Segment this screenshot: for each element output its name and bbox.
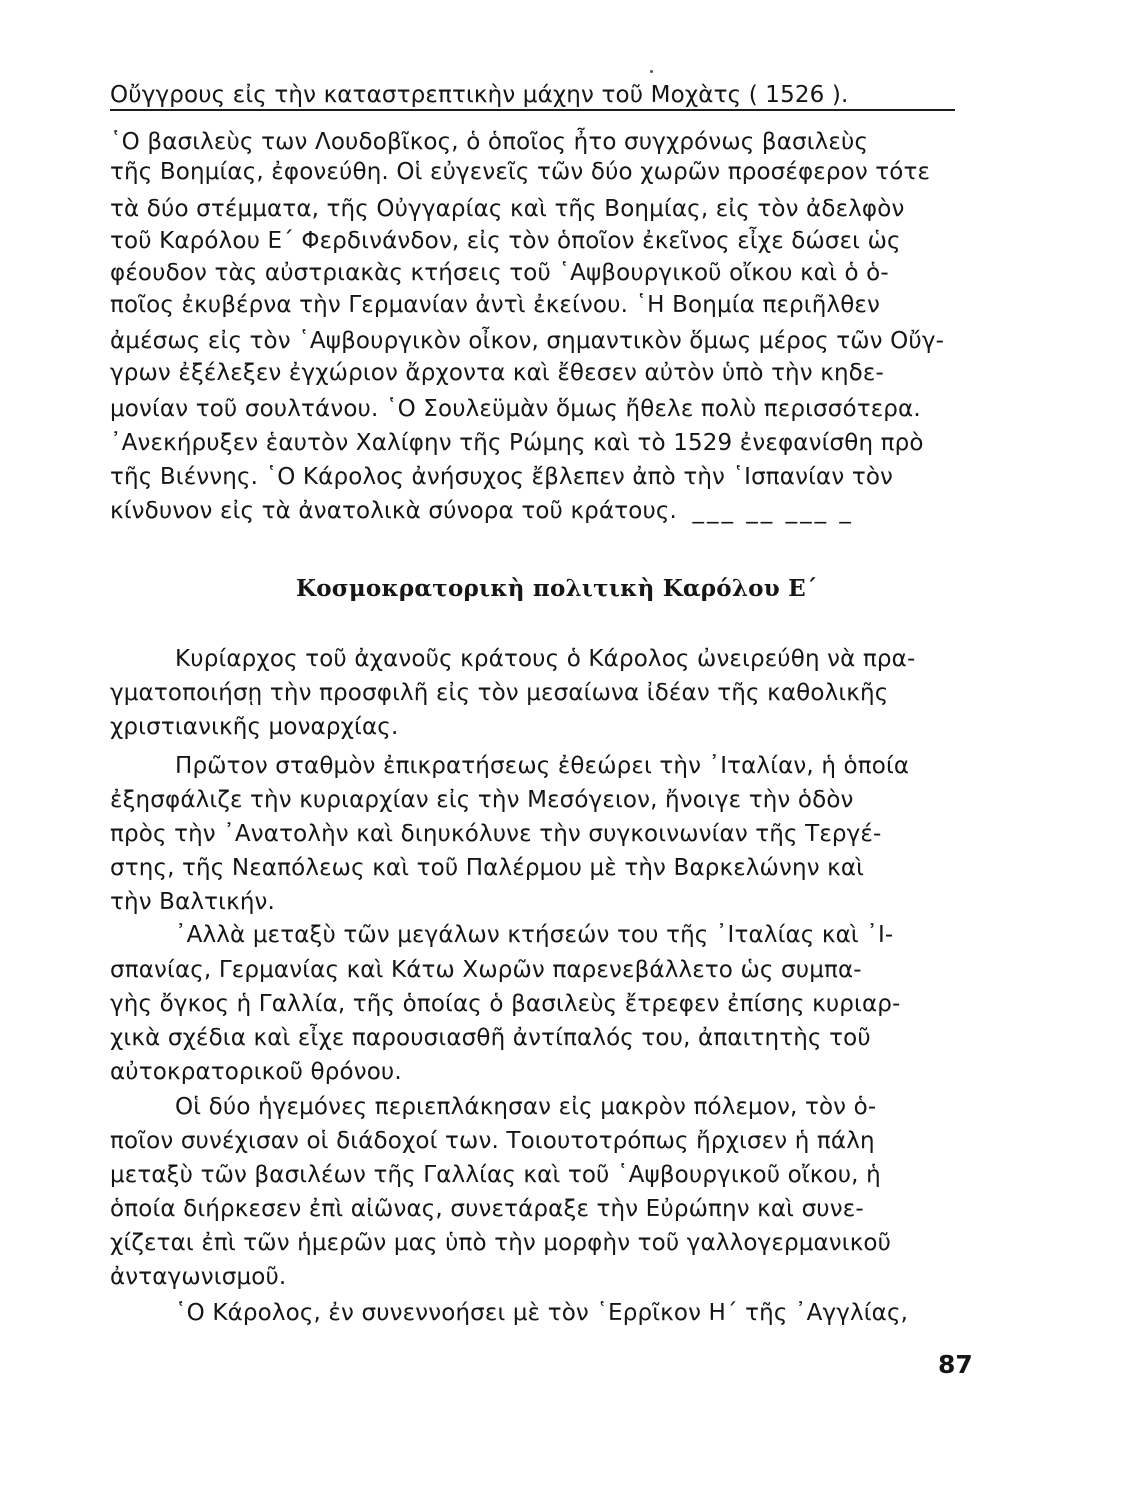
text-line: ἀνταγωνισμοῦ. (110, 1264, 287, 1290)
text-line: τῆς Βιέννης. ῾Ο Κάρολος ἀνήσυχος ἔβλεπεν ἀπὸ τὴν ῾Ισπανίαν τὸν (110, 464, 894, 490)
text-line: ᾿Ανεκήρυξεν ἑαυτὸν Χαλίφην τῆς Ρώμης καὶ τὸ 1529 ἐνεφανίσθη πρὸ (110, 430, 924, 456)
end-dashes: ___ __ ___ _ (692, 498, 854, 524)
text-line: χίζεται ἐπὶ τῶν ἡμερῶν μας ὑπὸ τὴν μορφὴν τοῦ γαλλογερμανικοῦ (110, 1230, 892, 1256)
text-line: στης, τῆς Νεαπόλεως καὶ τοῦ Παλέρμου μὲ τὴν Βαρκελώνην καὶ (110, 855, 865, 881)
text-line: ῾Ο βασιλεὺς των Λουδοβῖκος, ὁ ὁποῖος ἦτο συγχρόνως βασιλεὺς (110, 129, 869, 155)
text-line: γὴς ὄγκος ἡ Γαλλία, τῆς ὁποίας ὁ βασιλεὺς ἔτρεφεν ἐπίσης κυριαρ- (110, 991, 901, 1017)
line-text: Οὔγγρους εἰς τὴν καταστρεπτικὴν μάχην τοῦ Μοχὰτς ( 1526 ). (110, 82, 849, 108)
text-line: μονίαν τοῦ σουλτάνου. ῾Ο Σουλεϋμὰν ὅμως ἤθελε πολὺ περισσότερα. (110, 396, 921, 422)
text-line: χριστιανικῆς μοναρχίας. (110, 714, 399, 740)
text-line (110, 494, 965, 528)
text-line: ποῖος ἐκυβέρνα τὴν Γερμανίαν ἀντὶ ἐκείνου. ῾Η Βοημία περιῆλθεν (110, 292, 881, 318)
text-line: φέουδον τὰς αὐστριακὰς κτήσεις τοῦ ῾Αψβουργικοῦ οἴκου καὶ ὁ ὁ- (110, 260, 889, 286)
section-heading: Κοσμοκρατορικὴ πολιτικὴ Καρόλου Ε΄ (296, 575, 818, 602)
ink-speck (650, 70, 653, 73)
line-text: κίνδυνον εἰς τὰ ἀνατολικὰ σύνορα τοῦ κράτους. (110, 498, 678, 524)
text-line: Οἱ δύο ἡγεμόνες περιεπλάκησαν εἰς μακρὸν πόλεμον, τὸν ὁ- (175, 1094, 877, 1120)
text-line: τοῦ Καρόλου Ε΄ Φερδινάνδον, εἰς τὸν ὁποῖον ἐκεῖνος εἶχε δώσει ὡς (110, 228, 901, 254)
text-line: πρὸς τὴν ᾿Ανατολὴν καὶ διηυκόλυνε τὴν συγκοινωνίαν τῆς Τεργέ- (110, 821, 882, 847)
text-line: τῆς Βοημίας, ἐφονεύθη. Οἱ εὐγενεῖς τῶν δύο χωρῶν προσέφερον τότε (110, 159, 931, 185)
text-line: ἐξησφάλιζε τὴν κυριαρχίαν εἰς τὴν Μεσόγειον, ἤνοιγε τὴν ὁδὸν (110, 787, 854, 813)
text-line: ποῖον συνέχισαν οἱ διάδοχοί των. Τοιουτοτρόπως ἤρχισεν ἡ πάλη (110, 1128, 875, 1154)
text-line: ὁποία διήρκεσεν ἐπὶ αἰῶνας, συνετάραξε τὴν Εὐρώπην καὶ συνε- (110, 1196, 864, 1222)
text-line: ᾿Αλλὰ μεταξὺ τῶν μεγάλων κτήσεών του τῆς ᾿Ιταλίας καὶ ᾿Ι- (175, 922, 894, 948)
text-line: Πρῶτον σταθμὸν ἐπικρατήσεως ἐθεώρει τὴν ᾿Ιταλίαν, ἡ ὁποία (175, 753, 910, 779)
text-line: αὐτοκρατορικοῦ θρόνου. (110, 1059, 402, 1085)
text-line: τὰ δύο στέμματα, τῆς Οὐγγαρίας καὶ τῆς Βοημίας, εἰς τὸν ἀδελφὸν (110, 196, 905, 222)
header-rule (110, 109, 955, 111)
text-line: τὴν Βαλτικήν. (110, 889, 276, 915)
text-line: Κυρίαρχος τοῦ ἀχανοῦς κράτους ὁ Κάρολος ὠνειρεύθη νὰ πρα- (175, 646, 916, 672)
text-line (110, 78, 955, 112)
text-line: γματοποιήσῃ τὴν προσφιλῆ εἰς τὸν μεσαίωνα ἰδέαν τῆς καθολικῆς (110, 680, 889, 706)
text-line: μεταξὺ τῶν βασιλέων τῆς Γαλλίας καὶ τοῦ ῾Αψβουργικοῦ οἴκου, ἡ (110, 1162, 881, 1188)
text-line: ῾Ο Κάρολος, ἐν συνεννοήσει μὲ τὸν ῾Ερρῖκον Η΄ τῆς ᾿Αγγλίας, (175, 1300, 909, 1326)
text-line: χικὰ σχέδια καὶ εἶχε παρουσιασθῆ ἀντίπαλός του, ἀπαιτητὴς τοῦ (110, 1025, 871, 1051)
text-line: ἀμέσως εἰς τὸν ῾Αψβουργικὸν οἶκον, σημαντικὸν ὅμως μέρος τῶν Οὔγ- (110, 328, 945, 354)
text-line: γρων ἐξέλεξεν ἐγχώριον ἄρχοντα καὶ ἔθεσεν αὐτὸν ὑπὸ τὴν κηδε- (110, 360, 884, 386)
page-number: 87 (938, 1350, 973, 1379)
text-line: σπανίας, Γερμανίας καὶ Κάτω Χωρῶν παρενεβάλλετο ὡς συμπα- (110, 957, 862, 983)
